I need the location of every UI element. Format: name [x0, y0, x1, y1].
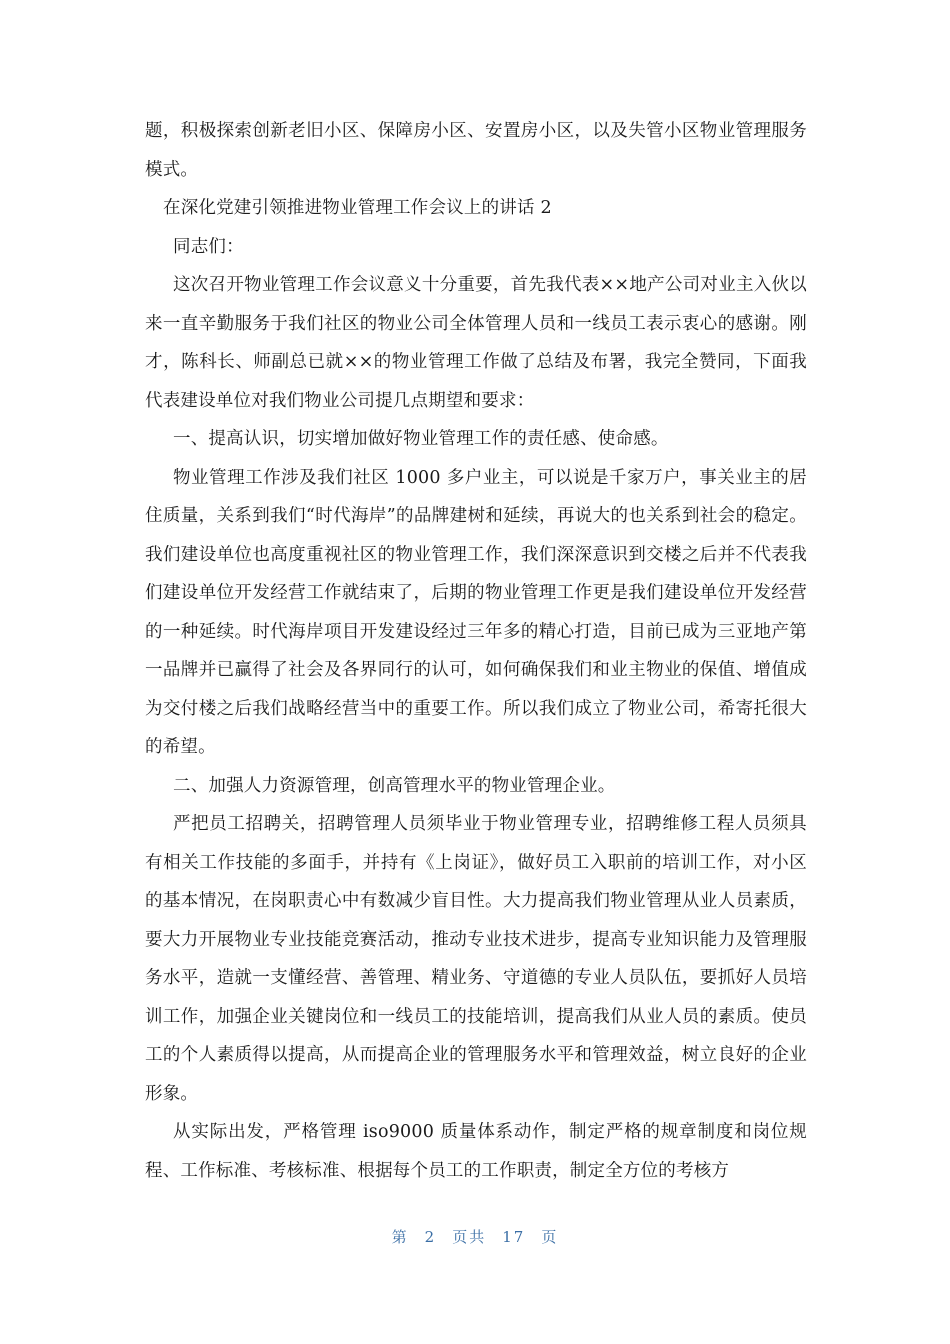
speech-title: 在深化党建引领推进物业管理工作会议上的讲话 2 — [163, 198, 552, 218]
footer-label-of: 页共 — [452, 1228, 487, 1246]
salutation: 同志们： — [173, 236, 244, 257]
document-body — [145, 112, 807, 1190]
footer-label-end: 页 — [541, 1228, 559, 1246]
footer-total-pages: 17 — [502, 1228, 526, 1246]
section-heading-1: 一、提高认识，切实增加做好物业管理工作的责任感、使命感。 — [173, 429, 669, 449]
paragraph-section-2b: 从实际出发，严格管理 iso9000 质量体系动作，制定严格的规章制度和岗位规程、工作标准、考核标准、根据每个员工的工作职责，制定全方位的考核方 — [145, 1122, 807, 1181]
footer-current-page: 2 — [424, 1228, 437, 1246]
footer-label-page: 第 — [391, 1228, 409, 1246]
paragraph-1: 题，积极探索创新老旧小区、保障房小区、安置房小区，以及失管小区物业管理服务模式。 — [145, 121, 807, 180]
page-footer — [0, 1226, 950, 1247]
paragraph-intro: 这次召开物业管理工作会议意义十分重要，首先我代表××地产公司对业主入伙以来一直辛勤服务于我们社区的物业公司全体管理人员和一线员工表示衷心的感谢。刚才，陈科长、师副总已就××的物业管理工作做了总结及布署，我完全赞同，下面我代表建设单位对我们物业公司提几点期望和要求： — [145, 275, 807, 411]
paragraph-section-2: 严把员工招聘关，招聘管理人员须毕业于物业管理专业，招聘维修工程人员须具有相关工作技能的多面手，并持有《上岗证》，做好员工入职前的培训工作，对小区的基本情况，在岗职责心中有数减少盲目性。大力提高我们物业管理从业人员素质，要大力开展物业专业技能竞赛活动，推动专业技术进步，提高专业知识能力及管理服务水平，造就一支懂经营、善管理、精业务、守道德的专业人员队伍，要抓好人员培训工作，加强企业关键岗位和一线员工的技能培训，提高我们从业人员的素质。使员工的个人素质得以提高，从而提高企业的管理服务水平和管理效益，树立良好的企业形象。 — [145, 814, 807, 1104]
paragraph-section-1: 物业管理工作涉及我们社区 1000 多户业主，可以说是千家万户，事关业主的居住质量，关系到我们“时代海岸”的品牌建树和延续，再说大的也关系到社会的稳定。我们建设单位也高度重视社区的物业管理工作，我们深深意识到交楼之后并不代表我们建设单位开发经营工作就结束了，后期的物业管理工作更是我们建设单位开发经营的一种延续。时代海岸项目开发建设经过三年多的精心打造，目前已成为三亚地产第一品牌并已赢得了社会及各界同行的认可，如何确保我们和业主物业的保值、增值成为交付楼之后我们战略经营当中的重要工作。所以我们成立了物业公司，希寄托很大的希望。 — [145, 467, 807, 757]
section-heading-2: 二、加强人力资源管理，创高管理水平的物业管理企业。 — [173, 775, 616, 796]
